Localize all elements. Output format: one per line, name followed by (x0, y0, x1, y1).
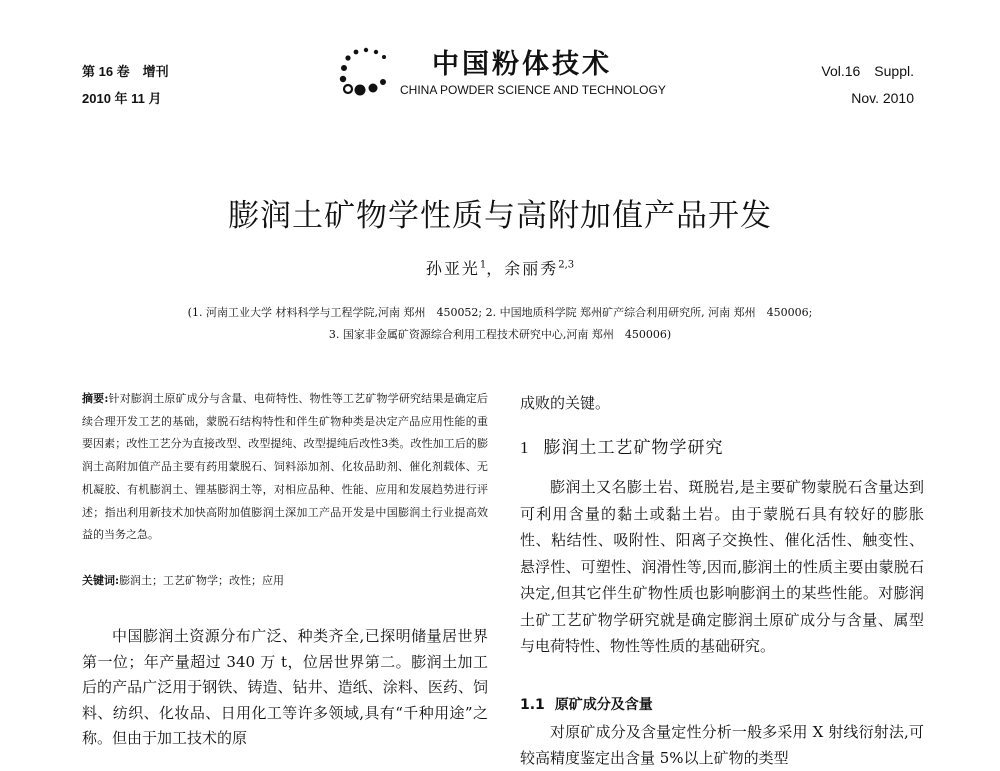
keywords-label: 关键词: (82, 574, 120, 587)
volume-issue-en: Vol.16 Suppl. (821, 63, 914, 79)
intro-paragraph: 中国膨润土资源分布广泛、种类齐全,已探明储量居世界第一位；年产量超过 340 万 t，位居世界第二。膨润土加工后的产品广泛用于钢铁、铸造、钻井、造纸、涂料、医药、饲料、纺织、化妆品、日用化工等许多领域,具有“千种用途”之称。但由于加工技术的原 (82, 627, 488, 747)
author-name: 孙亚光 (425, 259, 480, 278)
date-en: Nov. 2010 (851, 90, 914, 106)
affiliations (60, 302, 940, 346)
subsection-title: 原矿成分及含量 (554, 697, 653, 713)
abstract-label: 摘要: (82, 392, 109, 405)
subsection-heading (520, 694, 924, 714)
article-title: 膨润土矿物学性质与高附加值产品开发 (228, 198, 772, 234)
volume-issue-cn: 第 16 卷 增刊 (82, 64, 169, 79)
author-affil-ref: 2,3 (558, 259, 575, 271)
subsection-paragraph: 对原矿成分及含量定性分析一般多采用 X 射线衍射法,可较高精度鉴定出含量 5%以上矿物的类型 (520, 723, 924, 767)
header-right (821, 58, 914, 112)
author-list (0, 256, 1000, 279)
section-paragraph: 膨润土又名膨土岩、斑脱岩,是主要矿物蒙脱石含量达到可利用含量的黏土或黏土岩。由于蒙脱石具有较好的膨胀性、粘结性、吸附性、阳离子交换性、催化活性、触变性、悬浮性、可塑性、润滑性等,因而,膨润土的性质主要由蒙脱石决定,但其它伴生矿物性质也影响膨润土的某些性能。对膨润土矿工艺矿物学研究就是确定膨润土原矿成分与含量、属型与电荷特性、物性等性质的基础研究。 (520, 478, 924, 655)
header-left (82, 58, 169, 112)
journal-title-cn: 中国粉体技术 (432, 49, 612, 80)
section-number: 1 (520, 438, 530, 457)
abstract (82, 388, 488, 547)
subsection-number: 1.1 (520, 697, 545, 713)
continuation-text: 成败的关键。 (520, 394, 611, 412)
author-affil-ref: 1 (479, 259, 487, 271)
keywords-text: 膨润土；工艺矿物学；改性；应用 (119, 574, 285, 587)
journal-logo (338, 46, 396, 98)
affiliation-line: 3. 国家非金属矿资源综合利用工程技术研究中心,河南 郑州 450006) (328, 328, 672, 341)
section-heading (520, 433, 924, 458)
journal-title-en: CHINA POWDER SCIENCE AND TECHNOLOGY (400, 83, 666, 97)
affiliation-line: (1. 河南工业大学 材料科学与工程学院,河南 郑州 450052; 2. 中国地质科学院 郑州矿产综合利用研究所, 河南 郑州 450006; (187, 306, 813, 319)
section-title: 膨润土工艺矿物学研究 (543, 438, 724, 458)
keywords (82, 571, 488, 591)
author-name: 余丽秀 (504, 259, 559, 278)
date-cn: 2010 年 11 月 (82, 91, 162, 106)
abstract-text: 针对膨润土原矿成分与含量、电荷特性、物性等工艺矿物学研究结果是确定后续合理开发工艺的基础，蒙脱石结构特性和伴生矿物种类是决定产品应用性能的重要因素；改性工艺分为直接改型、改型提纯、改型提纯后改性3类。改性加工后的膨润土高附加值产品主要有药用蒙脱石、饲料添加剂、化妆品助剂、催化剂载体、无机凝胶、有机膨润土、锂基膨润土等，对相应品种、性能、应用和发展趋势进行评述；指出利用新技术加快高附加值膨润土深加工产品开发是中国膨润土行业提高效益的当务之急。 (82, 392, 488, 542)
author-separator: ， (486, 259, 505, 278)
